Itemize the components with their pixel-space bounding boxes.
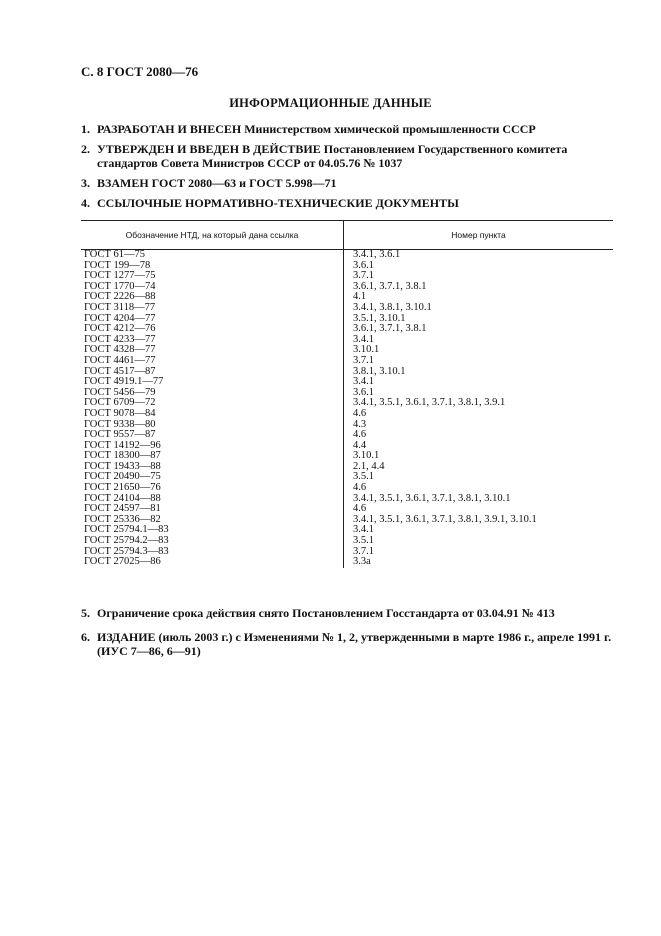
clause-cell: 4.6 <box>353 407 367 419</box>
table-row <box>81 314 613 325</box>
clause-cell: 3.4.1, 3.8.1, 3.10.1 <box>353 301 432 313</box>
item-text: Ограничение срока действия снято Постановлением Госстандарта от 03.04.91 № 413 <box>97 606 555 620</box>
clause-cell: 3.7.1 <box>353 354 374 366</box>
clause-cell: 3.4.1 <box>353 524 374 536</box>
clause-cell: 3.4.1 <box>353 376 374 388</box>
item-lead: РАЗРАБОТАН И ВНЕСЕН <box>97 122 242 136</box>
document-cell: ГОСТ 25336—82 <box>84 513 161 525</box>
table-body <box>81 250 613 568</box>
clause-cell: 3.6.1, 3.7.1, 3.8.1 <box>353 323 427 335</box>
document-cell: ГОСТ 9557—87 <box>84 429 156 441</box>
document-cell: ГОСТ 4461—77 <box>84 354 156 366</box>
table-row <box>81 557 613 568</box>
document-cell: ГОСТ 9338—80 <box>84 418 156 430</box>
document-cell: ГОСТ 1277—75 <box>84 270 156 282</box>
clause-cell: 3.5.1, 3.10.1 <box>353 312 406 324</box>
clause-cell: 3.6.1 <box>353 386 374 398</box>
table-row <box>81 409 613 420</box>
section-title: ИНФОРМАЦИОННЫЕ ДАННЫЕ <box>229 96 432 110</box>
document-cell: ГОСТ 3118—77 <box>84 301 156 313</box>
item-text: ИЗДАНИЕ (июль 2003 г.) с Изменениями № 1, 2, утвержденными в марте 1986 г., апреле 1991 г. (ИУС 7—86, 6—91) <box>97 630 612 658</box>
document-cell: ГОСТ 4919.1—77 <box>84 376 164 388</box>
item-number: 5. <box>81 606 90 620</box>
table-row <box>81 303 613 314</box>
clause-cell: 3.4.1 <box>353 333 374 345</box>
info-item-3 <box>81 176 621 190</box>
item-number: 3. <box>81 176 90 190</box>
info-item-6 <box>81 630 621 658</box>
info-item-4 <box>81 196 621 210</box>
clause-cell: 3.7.1 <box>353 270 374 282</box>
clause-cell: 3.4.1, 3.5.1, 3.6.1, 3.7.1, 3.8.1, 3.9.1, 3.10.1 <box>353 513 537 525</box>
clause-cell: 4.6 <box>353 503 367 515</box>
clause-cell: 3.5.1 <box>353 535 374 547</box>
clause-cell: 3.7.1 <box>353 545 374 557</box>
document-cell: ГОСТ 4328—77 <box>84 344 156 356</box>
clause-cell: 4.1 <box>353 291 367 303</box>
document-cell: ГОСТ 25794.1—83 <box>84 524 169 536</box>
clause-cell: 3.4.1, 3.5.1, 3.6.1, 3.7.1, 3.8.1, 3.9.1 <box>353 397 506 409</box>
table-row <box>81 420 613 431</box>
item-number: 2. <box>81 142 90 156</box>
document-cell: ГОСТ 6709—72 <box>84 397 156 409</box>
info-item-5 <box>81 606 621 620</box>
page-header: С. 8 ГОСТ 2080—76 <box>81 64 199 79</box>
info-item-1 <box>81 122 621 136</box>
document-cell: ГОСТ 5456—79 <box>84 386 156 398</box>
clause-cell: 3.10.1 <box>353 344 380 356</box>
item-lead: ВЗАМЕН ГОСТ 2080—63 и ГОСТ 5.998—71 <box>97 176 337 190</box>
item-number: 1. <box>81 122 90 136</box>
document-cell: ГОСТ 4204—77 <box>84 312 156 324</box>
table-row <box>81 388 613 399</box>
document-cell: ГОСТ 2226—88 <box>84 291 156 303</box>
clause-cell: 3.5.1 <box>353 471 374 483</box>
document-cell: ГОСТ 14192—96 <box>84 439 161 451</box>
clause-cell: 3.4.1, 3.5.1, 3.6.1, 3.7.1, 3.8.1, 3.10.1 <box>353 492 511 504</box>
document-cell: ГОСТ 21650—76 <box>84 482 161 494</box>
item-number: 6. <box>81 630 90 644</box>
document-cell: ГОСТ 24597—81 <box>84 503 161 515</box>
clause-cell: 3.6.1 <box>353 259 374 271</box>
document-cell: ГОСТ 27025—86 <box>84 556 161 568</box>
document-cell: ГОСТ 25794.2—83 <box>84 535 169 547</box>
clause-cell: 3.8.1, 3.10.1 <box>353 365 406 377</box>
table-row <box>81 345 613 356</box>
clause-cell: 4.6 <box>353 482 367 494</box>
document-cell: ГОСТ 199—78 <box>84 259 151 271</box>
document-cell: ГОСТ 24104—88 <box>84 492 161 504</box>
table-row <box>81 377 613 388</box>
document-cell: ГОСТ 19433—88 <box>84 460 161 472</box>
clause-cell: 3.4.1, 3.6.1 <box>353 249 401 260</box>
clause-cell: 4.4 <box>353 439 367 451</box>
item-lead: ССЫЛОЧНЫЕ НОРМАТИВНО-ТЕХНИЧЕСКИЕ ДОКУМЕНТЫ <box>97 196 459 210</box>
table-row <box>81 324 613 335</box>
item-text: Министерством химической промышленности СССР <box>241 122 536 136</box>
table-row <box>81 335 613 346</box>
document-cell: ГОСТ 4233—77 <box>84 333 156 345</box>
clause-cell: 3.6.1, 3.7.1, 3.8.1 <box>353 280 427 292</box>
document-cell: ГОСТ 20490—75 <box>84 471 161 483</box>
document-cell: ГОСТ 18300—87 <box>84 450 161 462</box>
info-item-2 <box>81 142 621 170</box>
document-cell: ГОСТ 9078—84 <box>84 407 156 419</box>
clause-cell: 3.3а <box>353 556 371 568</box>
clause-cell: 4.3 <box>353 418 367 430</box>
reference-documents-table <box>81 220 613 568</box>
document-cell: ГОСТ 4212—76 <box>84 323 156 335</box>
item-lead: УТВЕРЖДЕН И ВВЕДЕН В ДЕЙСТВИЕ <box>97 142 321 156</box>
table-row <box>81 356 613 367</box>
item-text: Постановлением Государственного комитета стандартов Совета Министров СССР от 04.05.76 № 1037 <box>97 142 568 170</box>
clause-cell: 4.6 <box>353 429 367 441</box>
item-number: 4. <box>81 196 90 210</box>
table-row <box>81 271 613 282</box>
table-row <box>81 261 613 272</box>
table-row <box>81 250 613 261</box>
document-cell: ГОСТ 1770—74 <box>84 280 156 292</box>
column-header-document: Обозначение НТД, на который дана ссылка <box>81 221 344 249</box>
table-header <box>81 220 613 250</box>
document-cell: ГОСТ 25794.3—83 <box>84 545 169 557</box>
clause-cell: 3.10.1 <box>353 450 380 462</box>
clause-cell: 2.1, 4.4 <box>353 460 385 472</box>
table-row <box>81 398 613 409</box>
document-cell: ГОСТ 61—75 <box>84 249 146 260</box>
table-row <box>81 282 613 293</box>
column-header-clause: Номер пункта <box>451 230 506 240</box>
document-cell: ГОСТ 4517—87 <box>84 365 156 377</box>
table-row <box>81 292 613 303</box>
